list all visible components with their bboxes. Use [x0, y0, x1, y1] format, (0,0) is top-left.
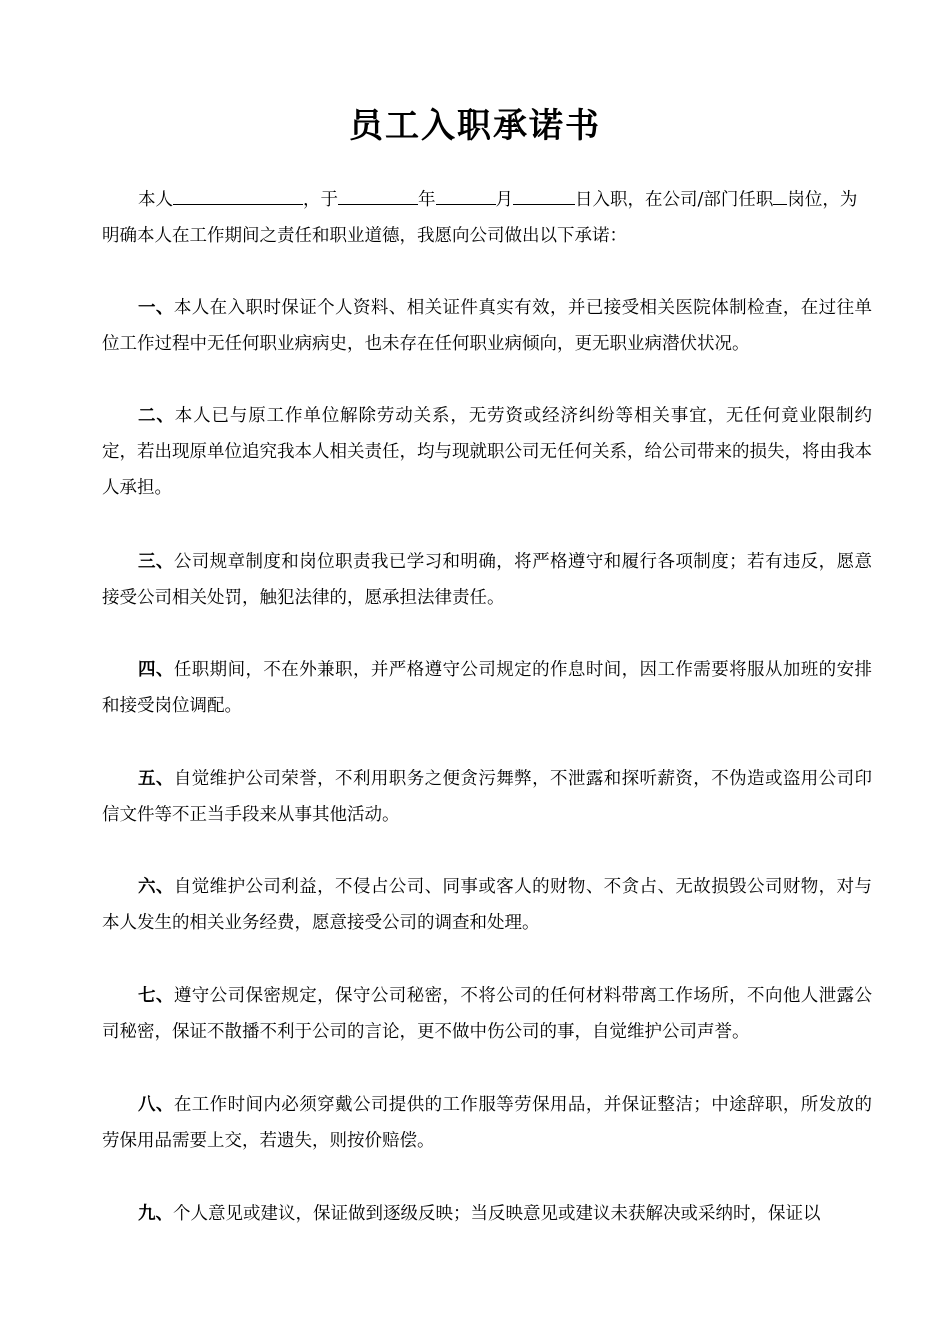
- clause-text: 遵守公司保密规定，保守公司秘密，不将公司的任何材料带离工作场所，不向他人泄露公司秘密，保证不散播不利于公司的言论，更不做中伤公司的事，自觉维护公司声誉。: [102, 986, 873, 1042]
- clause-9: [102, 1196, 872, 1232]
- document-title: 员工入职承诺书: [349, 106, 601, 146]
- intro-text-4: 月: [495, 190, 513, 210]
- clause-text: 自觉维护公司荣誉，不利用职务之便贪污舞弊，不泄露和探听薪资，不伪造或盗用公司印信文件等不正当手段来从事其他活动。: [102, 769, 873, 825]
- clause-2: [102, 398, 872, 506]
- clause-number: 五、: [138, 769, 174, 789]
- clause-text: 本人已与原工作单位解除劳动关系，无劳资或经济纠纷等相关事宜，无任何竟业限制约定，若出现原单位追究我本人相关责任，均与现就职公司无任何关系，给公司带来的损失，将由我本人承担。: [102, 406, 873, 498]
- clause-number: 八、: [138, 1095, 174, 1115]
- clause-text: 自觉维护公司利益，不侵占公司、同事或客人的财物、不贪占、无故损毁公司财物，对与本人发生的相关业务经费，愿意接受公司的调查和处理。: [102, 877, 873, 933]
- clause-1: [102, 290, 872, 362]
- clause-text: 任职期间，不在外兼职，并严格遵守公司规定的作息时间，因工作需要将服从加班的安排和接受岗位调配。: [102, 660, 873, 716]
- name-blank: [173, 186, 303, 205]
- clause-number: 二、: [138, 406, 175, 426]
- position-blank: [773, 186, 787, 205]
- clause-3: [102, 544, 872, 616]
- day-blank: [513, 186, 575, 205]
- intro-text-1: 本人: [138, 190, 173, 210]
- intro-text-3: 年: [418, 190, 436, 210]
- clause-4: [102, 652, 872, 724]
- intro-text-2: ，于: [303, 190, 338, 210]
- clause-7: [102, 978, 872, 1050]
- clause-number: 九、: [138, 1204, 173, 1224]
- clause-number: 六、: [138, 877, 174, 897]
- clause-6: [102, 869, 872, 941]
- clause-text: 公司规章制度和岗位职责我已学习和明确，将严格遵守和履行各项制度；若有违反，愿意接受公司相关处罚，触犯法律的，愿承担法律责任。: [102, 552, 873, 608]
- clause-8: [102, 1087, 872, 1159]
- month-blank: [436, 186, 496, 205]
- intro-paragraph: [102, 182, 872, 254]
- clause-text: 个人意见或建议，保证做到逐级反映；当反映意见或建议未获解决或采纳时，保证以: [173, 1204, 821, 1224]
- clause-5: [102, 761, 872, 833]
- clause-number: 四、: [138, 660, 174, 680]
- clause-text: 在工作时间内必须穿戴公司提供的工作服等劳保用品，并保证整洁；中途辞职，所发放的劳保用品需要上交，若遗失，则按价赔偿。: [102, 1095, 873, 1151]
- clause-number: 七、: [138, 986, 174, 1006]
- year-blank: [338, 186, 418, 205]
- clause-number: 三、: [138, 552, 174, 572]
- clause-text: 本人在入职时保证个人资料、相关证件真实有效，并已接受相关医院体制检查，在过往单位工作过程中无任何职业病病史，也未存在任何职业病倾向，更无职业病潜伏状况。: [102, 298, 873, 354]
- intro-text-6: 岗位，为明确本人在工作期间之责任和职业道德，我愿向公司做出以下承诺：: [102, 190, 858, 246]
- intro-text-5: 日入职，在公司/部门任职: [575, 190, 774, 210]
- clause-number: 一、: [138, 298, 174, 318]
